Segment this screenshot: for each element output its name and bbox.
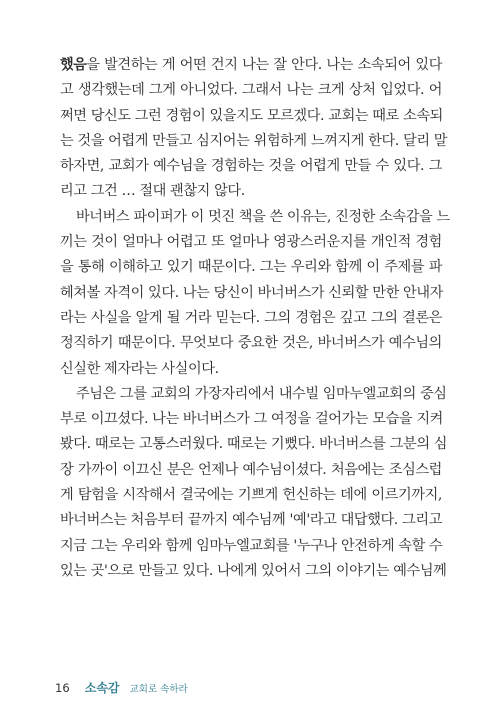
- text-line: 끼는 것이 얼마나 어렵고 또 얼마나 영광스러운지를 개인적 경험: [60, 234, 442, 251]
- text-line: 을 통해 이해하고 있기 때문이다. 그는 우리와 함께 이 주제를 파: [60, 259, 442, 276]
- text-line: 봤다. 때로는 고통스러웠다. 때로는 기뻤다. 바너버스를 그분의 심: [60, 436, 448, 453]
- page-footer: [55, 678, 188, 696]
- text-line: 정직하기 때문이다. 무엇보다 중요한 것은, 바너버스가 예수님의: [60, 335, 442, 352]
- page-body: [60, 53, 450, 584]
- text-line: 지금 그는 우리와 함께 임마누엘교회를 '누구나 안전하게 속할 수: [60, 537, 443, 554]
- paragraph-3: [60, 382, 448, 584]
- paragraph-1: [60, 53, 448, 205]
- book-subtitle: 교회로 속하라: [129, 684, 188, 695]
- text-line: 장 가까이 이끄신 분은 언제나 예수님이셨다. 처음에는 조심스럽: [60, 461, 442, 478]
- text-line: 바너버스는 처음부터 끝까지 예수님께 '예'라고 대답했다. 그리고: [60, 512, 442, 529]
- text-line: 주님은 그를 교회의 가장자리에서 내수빌 임마누엘교회의 중심: [76, 385, 447, 402]
- text-line: 하자면, 교회가 예수님을 경험하는 것을 어렵게 만들 수 있다. 그: [60, 158, 442, 175]
- text-line: 헤쳐볼 자격이 있다. 나는 당신이 바너버스가 신뢰할 만한 안내자: [60, 284, 443, 301]
- text-line: 했음을 발견하는 게 어떤 건지 나는 잘 안다. 나는 소속되어 있다: [60, 57, 442, 73]
- book-title: 소속감: [84, 681, 120, 695]
- text-line: 는 것을 어렵게 만들고 심지어는 위험하게 느껴지게 한다. 달리 말: [60, 132, 448, 149]
- paragraph-2: [60, 205, 450, 382]
- bold-word: 했음: [60, 57, 87, 73]
- text-line: 신실한 제자라는 사실이다.: [60, 360, 219, 377]
- page-number: 16: [55, 681, 70, 695]
- text-line: 게 탐험을 시작해서 결국에는 기쁘게 헌신하는 데에 이르기까지,: [60, 487, 442, 504]
- text-line: 바너버스 파이퍼가 이 멋진 책을 쓴 이유는, 진정한 소속감을 느: [76, 208, 450, 225]
- text-line: 리고 그건 … 절대 괜찮지 않다.: [60, 183, 245, 200]
- text-line: 있는 곳'으로 만들고 있다. 나에게 있어서 그의 이야기는 예수님께: [60, 562, 447, 579]
- text-line: 쩌면 당신도 그런 경험이 있을지도 모르겠다. 교회는 때로 소속되: [60, 107, 443, 124]
- text-line: 부로 이끄셨다. 나는 바너버스가 그 여정을 걸어가는 모습을 지켜: [60, 411, 443, 428]
- text-line: 고 생각했는데 그게 아니었다. 그래서 나는 크게 상처 입었다. 어: [60, 82, 442, 99]
- text-line: 라는 사실을 알게 될 거라 믿는다. 그의 경험은 깊고 그의 결론은: [60, 309, 442, 326]
